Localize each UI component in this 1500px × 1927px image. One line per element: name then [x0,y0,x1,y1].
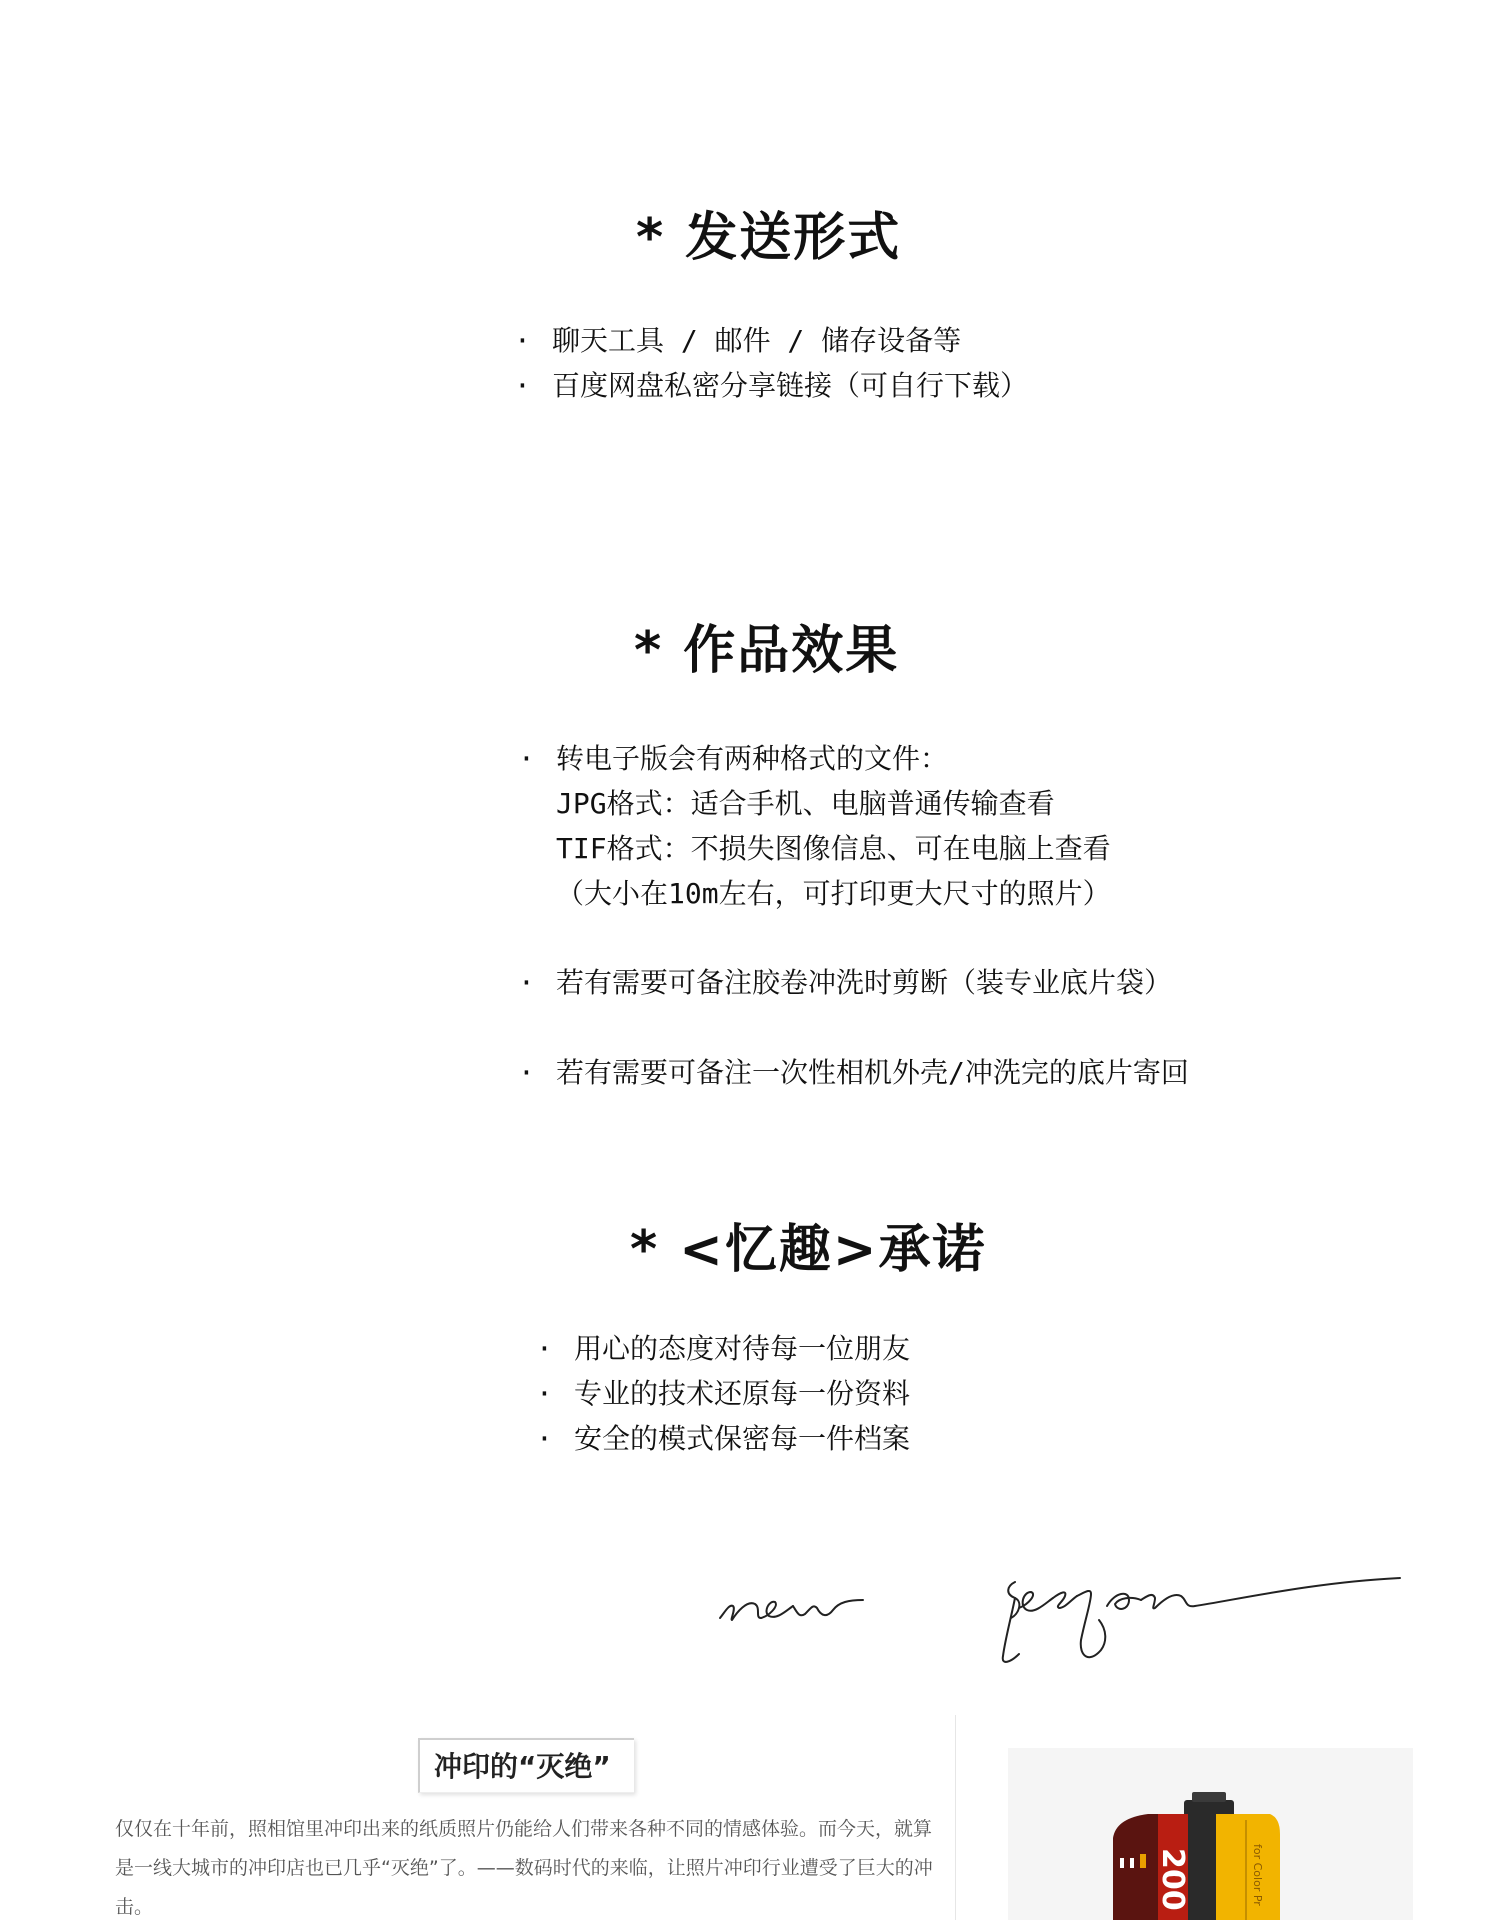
results-heading: * 作品效果 [634,621,900,681]
results-line: 若有需要可备注胶卷冲洗时剪断（装专业底片袋） [556,966,1173,999]
column-divider [955,1715,956,1920]
new-season-signature [715,1570,1405,1670]
results-line: JPG格式：适合手机、电脑普通传输查看 [556,787,1055,820]
bullet-dot: · [518,1056,535,1089]
delivery-item [514,318,961,363]
results-line: TIF格式：不损失图像信息、可在电脑上查看 [556,832,1111,865]
bullet-dot: · [536,1422,553,1455]
bullet-dot: · [514,324,531,357]
film-canister-icon [1008,1748,1413,1920]
promise-item [536,1416,910,1461]
article-title: 冲印的“灭绝” [434,1750,611,1783]
promise-item [536,1371,910,1416]
delivery-heading: * 发送形式 [636,208,902,268]
bullet-dot: · [518,742,535,775]
bullet-dot: · [536,1332,553,1365]
results-item-return [518,1050,1189,1095]
promise-item [536,1326,910,1371]
promise-heading: * <忆趣>承诺 [630,1220,987,1280]
promise-item-text: 用心的态度对待每一位朋友 [574,1332,911,1365]
results-line: 转电子版会有两种格式的文件： [556,742,949,775]
results-item-formats [518,736,1111,916]
promise-item-text: 安全的模式保密每一件档案 [574,1422,911,1455]
bullet-dot: · [518,966,535,999]
film-speed-label: 200 [1155,1848,1190,1911]
results-line: （大小在10m左右，可打印更大尺寸的照片） [556,877,1111,910]
delivery-item-text: 聊天工具 / 邮件 / 储存设备等 [552,324,962,357]
delivery-item-text: 百度网盘私密分享链接（可自行下载） [552,369,1029,402]
bullet-dot: · [514,369,531,402]
results-line: 若有需要可备注一次性相机外壳/冲洗完的底片寄回 [556,1056,1189,1089]
delivery-item [514,363,1028,408]
promise-item-text: 专业的技术还原每一份资料 [574,1377,911,1410]
results-item-cut [518,960,1172,1005]
film-side-text: for Color Pr [1251,1844,1264,1906]
bullet-dot: · [536,1377,553,1410]
film-canister-image [1008,1748,1413,1920]
article-body: 仅仅在十年前，照相馆里冲印出来的纸质照片仍能给人们带来各种不同的情感体验。而今天，就算是一线大城市的冲印店也已几乎“灭绝”了。——数码时代的来临，让照片冲印行业遭受了巨大的冲击。 [115,1818,933,1918]
